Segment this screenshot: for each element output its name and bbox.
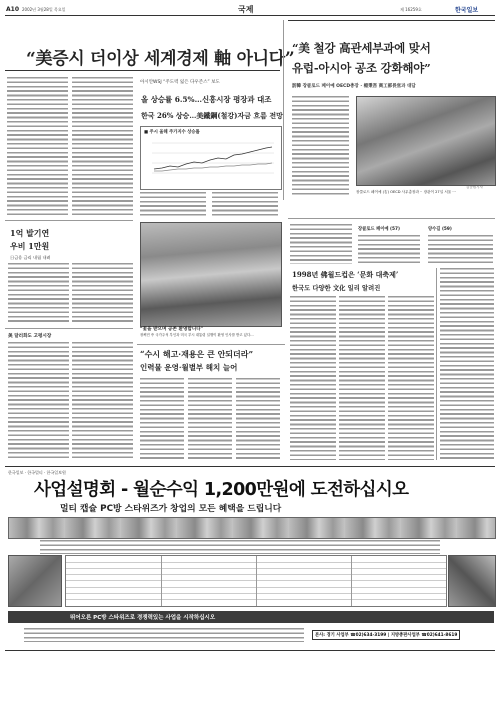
column-divider — [283, 20, 284, 200]
ad-schedule-table — [65, 555, 447, 607]
profile-right-body — [428, 235, 493, 265]
issue-date: 2002년 3월28일 목요일 — [22, 7, 66, 12]
right-subhead: 訪韓 장클로드 페이예 OECD총장 · 楊秉吾 商工部長官과 대담 — [292, 84, 416, 89]
main-headline: “美증시 더이상 세계경제 軸 아니다” — [26, 49, 295, 69]
ad-table-col-divider-2 — [256, 556, 257, 606]
left-headline-1: 1억 발기연 — [10, 228, 50, 238]
middle-story-body-2 — [188, 378, 232, 460]
index-chart-box — [140, 126, 282, 190]
index-line-2 — [154, 163, 272, 171]
center-photo-caption-text: 장쩌민 中 국가주석 부인과 미국 부시 대통령 일행이 환영 인사를 받고 있다… — [140, 333, 254, 337]
center-photo-caption-title: “꽃을 받으며 공존 환영합니다” — [140, 327, 204, 332]
main-story-body-3 — [140, 192, 206, 217]
left-story-body-1 — [8, 263, 69, 323]
culture-side-body — [440, 268, 494, 460]
culture-body-2 — [339, 296, 385, 460]
ad-features-text — [40, 540, 440, 554]
culture-body-1 — [290, 296, 336, 460]
main-subhead-2: 한국 26% 상승…美鐵鋼(철강)자금 흐름 전망 — [141, 111, 283, 120]
ad-top-rule — [5, 466, 495, 467]
ad-contact: 본사: 경기 사업부 ☎02)634-3199 | 지방총판사업부 ☎02)641-8619 — [312, 630, 460, 640]
middle-headline: “수시 해고·재용은 큰 안되더라” — [140, 349, 254, 359]
ad-side-image-2 — [448, 555, 496, 607]
culture-headline-2: 한국도 다양한 文化 일리 알려진 — [292, 285, 381, 292]
right-story-photo — [356, 96, 496, 186]
culture-side-divider — [436, 268, 437, 460]
main-story-body-2 — [72, 77, 133, 217]
ad-banner-text: 뛰어오른 PC방 스타위즈로 경쟁력있는 사업을 시작하십시오 — [70, 615, 216, 621]
page-number: A10 — [6, 6, 19, 13]
left-item-2-body-1 — [8, 342, 69, 460]
index-line-1 — [154, 147, 272, 169]
index-chart-svg — [142, 135, 280, 187]
left-subhead: 日금융 금리 내립 내려 — [10, 255, 51, 260]
middle-story-body-1 — [140, 378, 184, 460]
ad-subhead: 멀티 캡슐 PC방 스타위즈가 창업의 모든 혜택을 드립니다 — [60, 504, 282, 514]
ad-side-image — [8, 555, 62, 607]
right-story-body-1 — [292, 96, 349, 196]
center-photo — [140, 222, 282, 327]
ad-image-strip — [8, 517, 496, 539]
main-subhead-1: 올 상승률 6.5%…신흥시장 평장과 대조 — [141, 95, 272, 104]
profile-left-body — [358, 235, 420, 265]
culture-headline-1: 1998년 佛월드컵은 ‘문화 대축제’ — [292, 270, 399, 279]
left-headline-2: 우비 1만원 — [10, 241, 50, 251]
right-photo-caption: 장클로드 페이예 (右) OECD 사무총장과 ·· 장관이 27일 서울 ··· — [356, 190, 456, 194]
main-story-body-1 — [7, 77, 68, 217]
middle-rule — [137, 344, 285, 345]
middle-story-body-3 — [236, 378, 280, 460]
profile-right-name: 양수길 (59) — [428, 227, 452, 232]
right-lower-rule — [288, 218, 495, 219]
ad-headline: 사업설명회 - 월순수익 1,200만원에 도전하십시오 — [34, 480, 409, 500]
profile-left-name: 장클로드 페이예 (57) — [358, 227, 400, 232]
left-col-rule-2 — [5, 328, 133, 329]
left-item-2-body-2 — [72, 342, 133, 460]
index-chart-title: ■ 주시 올해 주가지수 상승률 — [144, 130, 200, 135]
ad-footer-text — [24, 628, 304, 642]
left-story-body-2 — [72, 263, 133, 323]
main-headline-rule — [5, 70, 280, 71]
main-story-body-4 — [212, 192, 278, 217]
main-subhead-source: 아시안WSJ “주도력 잃은 다우존스” 보도 — [140, 80, 220, 85]
header-rule — [5, 15, 495, 16]
left-col-rule-1 — [5, 220, 133, 221]
right-headline-1: “美 철강 高관세부과에 맞서 — [292, 41, 431, 55]
middle-subhead: 인력물 운영·월별부 해치 늘어 — [140, 363, 238, 372]
right-story-rule — [288, 20, 495, 21]
ad-table-col-divider-1 — [161, 556, 162, 606]
section-title: 국제 — [238, 5, 254, 14]
right-photo-credit: 김준원기자 — [466, 185, 483, 189]
ad-table-col-divider-3 — [351, 556, 352, 606]
issue-code: 제 16259호 — [400, 7, 422, 12]
newspaper-logo: 한국일보 — [455, 7, 479, 14]
right-lower-body-1 — [290, 224, 352, 264]
left-item-2-headline: 美 달러화도 고평시장 — [8, 334, 52, 339]
right-headline-2: 유럽-아시아 공조 강화해야” — [292, 61, 431, 75]
culture-body-3 — [388, 296, 434, 460]
page-bottom-rule — [5, 650, 495, 651]
ad-top-label: 한국일보 · 한국멀티 · 한국일보원 — [8, 470, 66, 475]
